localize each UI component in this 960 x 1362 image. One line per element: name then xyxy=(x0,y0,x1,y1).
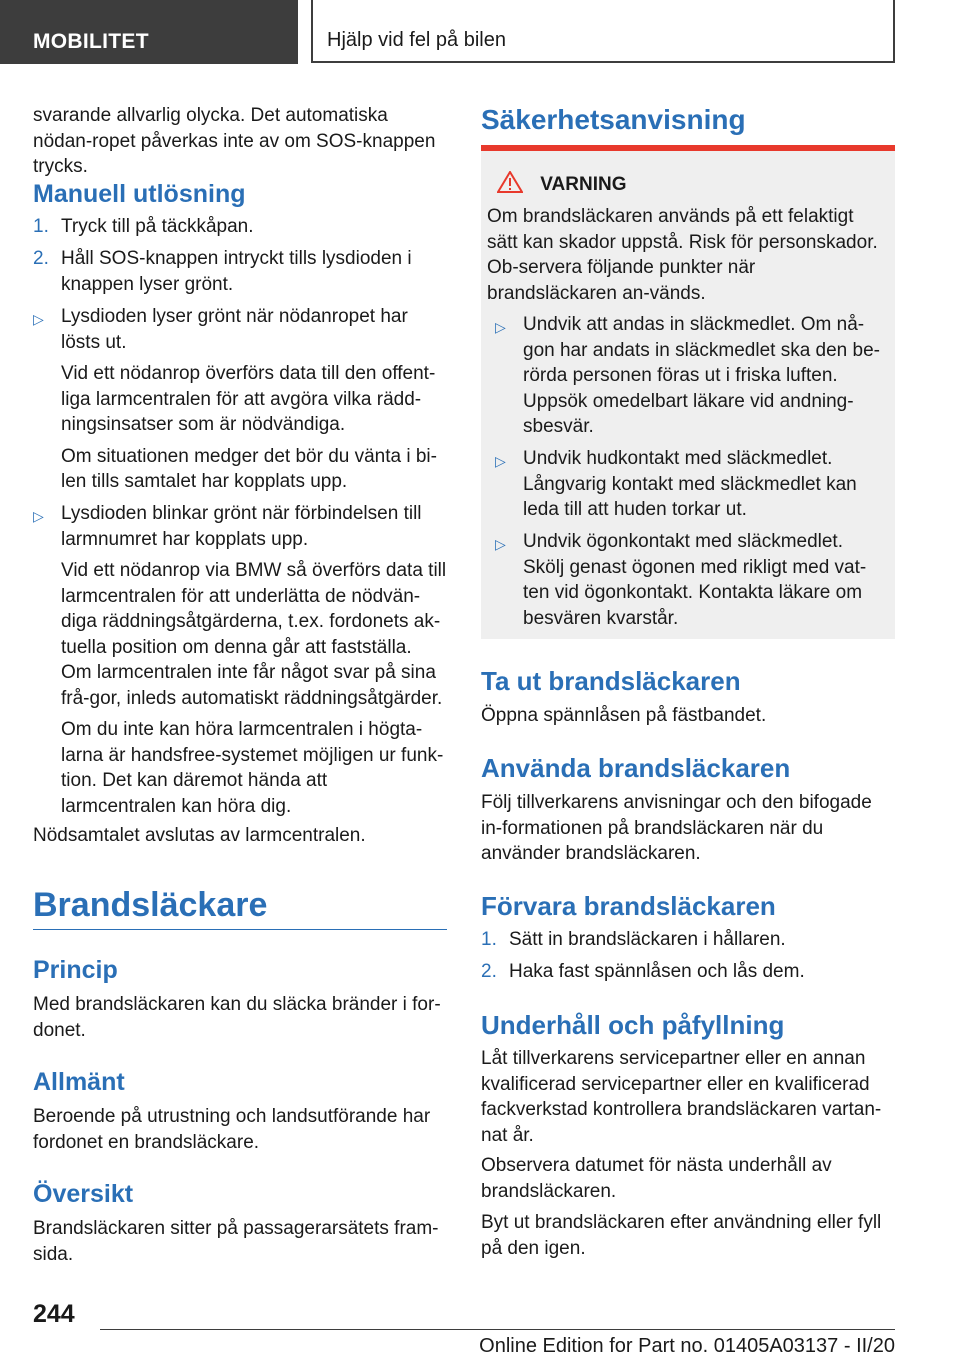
section-title: MOBILITET xyxy=(33,30,149,53)
triangle-bullet-icon: ▷ xyxy=(495,453,506,469)
maintenance-paragraph: Byt ut brandsläckaren efter användning eller fyll på den igen. xyxy=(481,1212,882,1259)
chapter-title: Hjälp vid fel på bilen xyxy=(327,29,506,51)
warning-bullet-3 xyxy=(495,529,885,631)
maintenance-heading: Underhåll och påfyllning xyxy=(481,1010,785,1040)
edition-text: Online Edition for Part no. 01405A03137 - II/20 xyxy=(479,1335,895,1357)
bullet-paragraph: Om du inte kan höra larmcentralen i högta-larna är handsfree-systemet möjligen ur funk-tion. Det kan däremot hända att larmcentralen kan höra dig. xyxy=(61,719,444,817)
remove-text: Öppna spännlåsen på fästbandet. xyxy=(481,705,767,726)
maintenance-paragraph: Observera datumet för nästa underhåll av brandsläckaren. xyxy=(481,1155,832,1202)
bullet-paragraph: Vid ett nödanrop via BMW så överförs data till larmcentralen för att underlätta de nödvän-diga räddningsåtgärderna, t.ex. fordonets ak-tuella position om denna går att fastställa. Om larmcentralen inte får något svar på sina frå-gor, inleds automatiskt räddningsåtgärder. xyxy=(61,560,447,709)
section-tab xyxy=(0,0,298,64)
warning-bullet-text: Undvik ögonkontakt med släckmedlet. Skölj genast ögonen med rikligt med vat-ten vid ögonkontakt. Kontakta läkare om besvären kvarstår. xyxy=(523,531,867,629)
oversikt-heading: Översikt xyxy=(33,1180,134,1208)
princip-text: Med brandsläckaren kan du släcka bränder i for-donet. xyxy=(33,994,441,1041)
remove-heading: Ta ut brandsläckaren xyxy=(481,666,741,696)
main-heading: Brandsläckare xyxy=(33,886,268,924)
warning-label: VARNING xyxy=(540,174,627,195)
heading-rule xyxy=(33,929,447,930)
warning-bullet-2 xyxy=(495,446,885,523)
step-2 xyxy=(33,246,447,297)
step-text: Haka fast spännlåsen och lås dem. xyxy=(509,961,805,982)
triangle-bullet-icon: ▷ xyxy=(495,319,506,335)
warning-box xyxy=(481,145,895,639)
warning-triangle-icon xyxy=(497,174,528,195)
triangle-bullet-icon: ▷ xyxy=(33,311,44,327)
triangle-bullet-icon: ▷ xyxy=(495,536,506,552)
page-number: 244 xyxy=(33,1300,75,1328)
step-number: 1. xyxy=(33,216,49,237)
call-ended-text: Nödsamtalet avslutas av larmcentralen. xyxy=(33,825,366,846)
step-number: 1. xyxy=(481,929,497,950)
warning-text: Om brandsläckaren används på ett felaktigt sätt kan skador uppstå. Risk för personskador. Ob-servera följande punkter när brandsläckaren an-vänds. xyxy=(487,206,878,304)
bullet-text: Lysdioden lyser grönt när nödanropet har lösts ut. xyxy=(61,306,408,353)
manual-heading: Manuell utlösning xyxy=(33,180,246,208)
step-text: Håll SOS-knappen intryckt tills lysdioden i knappen lyser grönt. xyxy=(61,248,412,295)
oversikt-text: Brandsläckaren sitter på passagerarsätets fram-sida. xyxy=(33,1218,439,1265)
bullet-paragraph: Vid ett nödanrop överförs data till den offent-liga larmcentralen för att avgöra vilka rädd-ningsinsatser som är nödvändiga. xyxy=(61,363,436,435)
warning-bullet-text: Undvik att andas in släckmedlet. Om nå-gon har andats in släckmedlet ska den be-rörda personen föras ut i friska luften. Uppsök omedelbart läkare vid andning-sbesvär. xyxy=(523,314,880,437)
step-text: Sätt in brandsläckaren i hållaren. xyxy=(509,929,786,950)
step-number: 2. xyxy=(481,961,497,982)
store-step-2 xyxy=(481,959,895,985)
bullet-2 xyxy=(33,501,447,819)
warning-bullet-text: Undvik hudkontakt med släckmedlet. Långvarig kontakt med släckmedlet kan leda till att huden torkar ut. xyxy=(523,448,857,520)
use-heading: Använda brandsläckaren xyxy=(481,753,791,783)
store-step-1 xyxy=(481,927,895,953)
bullet-paragraph: Om situationen medger det bör du vänta i bi-len tills samtalet har kopplats upp. xyxy=(61,445,437,492)
warning-header xyxy=(497,171,627,196)
step-text: Tryck till på täckkåpan. xyxy=(61,216,254,237)
allmant-text: Beroende på utrustning och landsutförande har fordonet en brandsläckare. xyxy=(33,1106,431,1153)
chapter-tab xyxy=(311,0,895,63)
safety-heading: Säkerhetsanvisning xyxy=(481,104,746,135)
step-1 xyxy=(33,214,447,240)
use-text: Följ tillverkarens anvisningar och den bifogade in-formationen på brandsläckaren när du använder brandsläckaren. xyxy=(481,792,872,864)
maintenance-paragraph: Låt tillverkarens servicepartner eller en annan kvalificerad servicepartner eller en kvalificerad fackverkstad kontrollera brandsläckaren vartan-nat år. xyxy=(481,1048,882,1146)
triangle-bullet-icon: ▷ xyxy=(33,508,44,524)
warning-bar xyxy=(481,145,895,151)
footer-rule xyxy=(100,1329,895,1330)
warning-bullet-1 xyxy=(495,312,885,440)
intro-paragraph: svarande allvarlig olycka. Det automatiska nödan-ropet påverkas inte av om SOS-knappen trycks. xyxy=(33,105,436,177)
princip-heading: Princip xyxy=(33,956,118,984)
store-heading: Förvara brandsläckaren xyxy=(481,891,776,921)
bullet-1 xyxy=(33,304,447,495)
allmant-heading: Allmänt xyxy=(33,1068,125,1096)
bullet-text: Lysdioden blinkar grönt när förbindelsen till larmnumret har kopplats upp. xyxy=(61,503,422,550)
step-number: 2. xyxy=(33,248,49,269)
